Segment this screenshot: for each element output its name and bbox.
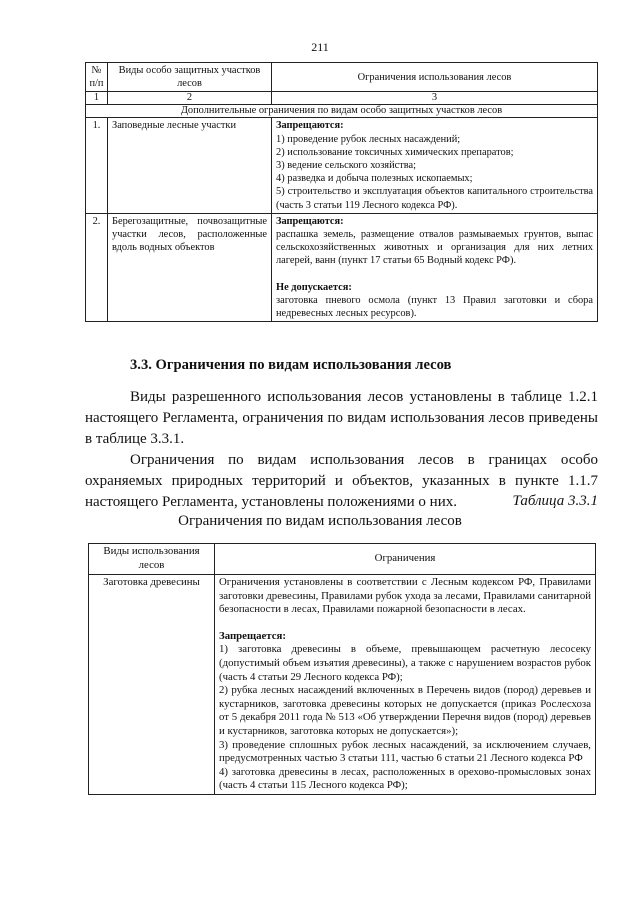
table-header-row: [89, 544, 596, 575]
row-type: Берегозащитные, почвозащитные участки лесов, расположенные вдоль водных объектов: [108, 213, 272, 321]
column-number: 3: [272, 92, 598, 105]
row-type: Заготовка древесины: [89, 575, 215, 795]
list-item: 5) строительство и эксплуатация объектов капитального строительства (часть 3 статьи 119 Лесного кодекса РФ).: [276, 186, 593, 211]
row-restrictions: [272, 213, 598, 321]
table-row: [89, 575, 596, 795]
restriction-text: заготовка пневого осмола (пункт 13 Правил заготовки и сбора недревесных лесных ресурсов).: [276, 294, 593, 320]
restriction-text: распашка земель, размещение отвалов размываемых грунтов, выпас сельскохозяйственных животных и организация для них летних лагерей, ванн (пункт 17 статьи 65 Водный кодекс РФ).: [276, 229, 593, 267]
forest-protection-restrictions-table: [85, 62, 598, 322]
column-number-row: [86, 92, 598, 105]
usage-restrictions-table: [88, 543, 596, 795]
column-number: 2: [108, 92, 272, 105]
restriction-heading: Запрещается:: [219, 629, 286, 642]
page-number: 211: [311, 40, 329, 54]
row-type: Заповедные лесные участки: [108, 118, 272, 213]
list-item: 3) проведение сплошных рубок лесных насаждений, за исключением случаев, предусмотренных частью 3 статьи 111, частью 6 статьи 21 Лесного кодекса РФ: [219, 738, 591, 765]
span-row-label: Дополнительные ограничения по видам особо защитных участков лесов: [86, 105, 598, 118]
restriction-intro: Ограничения установлены в соответствии с Лесным кодексом РФ, Правилами заготовки древесины, Правилами рубок ухода за лесами, Правилами санитарной безопасности в лесах, Правилами пожарной безопасности в лесах.: [219, 576, 591, 616]
row-restrictions: [272, 118, 598, 213]
restriction-heading: Запрещаются:: [276, 120, 344, 132]
table-row: [86, 118, 598, 213]
paragraph: Виды разрешенного использования лесов установлены в таблице 1.2.1 настоящего Регламента, ограничения по видам использования лесов приведены в таблице 3.3.1.: [85, 389, 598, 447]
table-row: [86, 213, 598, 321]
list-item: 3) ведение сельского хозяйства;: [276, 160, 417, 172]
row-restrictions: [215, 575, 596, 795]
list-item: 2) использование токсичных химических препаратов;: [276, 146, 514, 158]
row-number: 2.: [86, 213, 108, 321]
list-item: 1) заготовка древесины в объеме, превышающем расчетную лесосеку (допустимый объем изъятия древесины), а также с нарушением возрастов рубок (часть 4 статьи 29 Лесного кодекса РФ);: [219, 643, 591, 683]
column-number: 1: [86, 92, 108, 105]
header-cell: Виды использования лесов: [89, 544, 215, 575]
table-header-row: [86, 63, 598, 92]
span-row: [86, 105, 598, 118]
list-item: 4) заготовка древесины в лесах, расположенных в орехово-промысловых зонах (часть 4 статьи 115 Лесного кодекса РФ);: [219, 765, 591, 792]
header-cell: Ограничения: [215, 544, 596, 575]
section-heading: 3.3. Ограничения по видам использования лесов: [130, 357, 452, 373]
header-cell: Виды особо защитных участков лесов: [108, 63, 272, 92]
table-caption: Таблица 3.3.1: [512, 493, 598, 509]
list-item: 2) рубка лесных насаждений включенных в Перечень видов (пород) деревьев и кустарников, заготовка древесины которых не допускается (приказ Рослесхоза от 5 декабря 2011 года № 513 «Об утверждении Перечня видов (пород) деревьев и кустарников, заготовка которых не допускается»);: [219, 684, 591, 737]
paragraph: Ограничения по видам использования лесов в границах особо охраняемых природных территорий и объектов, указанных в пункте 1.1.7 настоящего Регламента, установлены положениями о них.: [85, 452, 598, 510]
restriction-heading: Не допускается:: [276, 281, 352, 293]
header-cell: Ограничения использования лесов: [272, 63, 598, 92]
list-item: 4) разведка и добыча полезных ископаемых;: [276, 173, 473, 185]
restriction-heading: Запрещаются:: [276, 215, 344, 227]
table-title: Ограничения по видам использования лесов: [178, 513, 462, 529]
row-number: 1.: [86, 118, 108, 213]
list-item: 1) проведение рубок лесных насаждений;: [276, 133, 461, 145]
header-cell: № п/п: [86, 63, 108, 92]
